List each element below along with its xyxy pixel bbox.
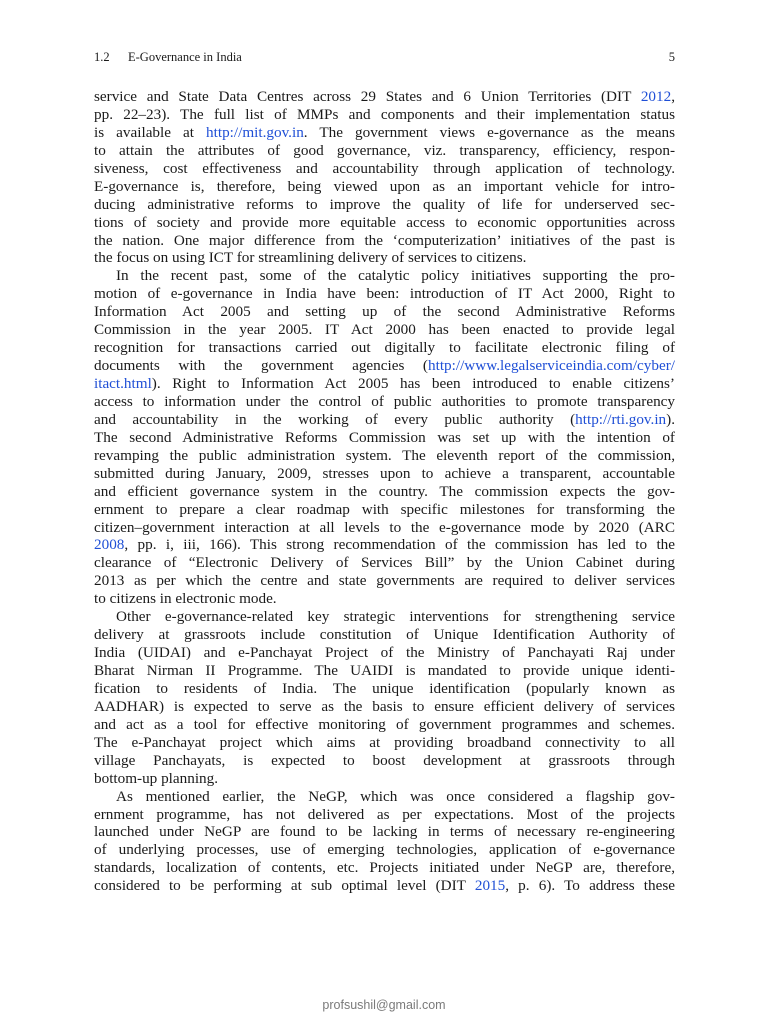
body-text [94, 88, 675, 895]
text-span: , pp. i, iii, 166). This strong recommendation of the commission has led to the [124, 536, 675, 554]
text-line: recognition for transactions carried out digitally to facilitate electronic filing of [94, 339, 675, 357]
text-line: delivery at grassroots include constitution of Unique Identification Authority of [94, 626, 675, 644]
text-line: to attain the attributes of good governance, viz. transparency, efficiency, respon- [94, 141, 675, 159]
text-span: documents with the government agencies ( [94, 357, 428, 375]
paragraph-2 [94, 267, 675, 608]
text-line: clearance of “Electronic Delivery of Services Bill” by the Union Cabinet during [94, 554, 675, 572]
text-line: standards, localization of contents, etc. Projects initiated under NeGP are, therefore, [94, 859, 675, 877]
text-line: ducing administrative reforms to improve the quality of life for underserved sec- [94, 195, 675, 213]
text-line [94, 411, 675, 429]
text-line: E-governance is, therefore, being viewed upon as an important vehicle for intro- [94, 177, 675, 195]
text-line: India (UIDAI) and e-Panchayat Project of the Ministry of Panchayati Raj under [94, 644, 675, 662]
text-line: to citizens in electronic mode. [94, 590, 277, 608]
text-line: Other e-governance-related key strategic interventions for strengthening service [116, 608, 675, 626]
text-line [94, 124, 675, 142]
text-line: and act as a tool for effective monitoring of government programmes and schemes. [94, 715, 675, 733]
text-line: siveness, cost effectiveness and accountability through application of technology. [94, 159, 675, 177]
text-line: tions of society and provide more equitable access to economic opportunities across [94, 213, 675, 231]
section-number: 1.2 [94, 50, 110, 64]
paragraph-4 [94, 788, 675, 896]
text-span: service and State Data Centres across 29 States and 6 Union Territories (DIT [94, 88, 641, 105]
text-line: In the recent past, some of the catalytic policy initiatives supporting the pro- [116, 267, 675, 285]
text-line: and efficient governance system in the country. The commission expects the gov- [94, 482, 675, 500]
paragraph-3 [94, 608, 675, 787]
text-line [94, 88, 675, 106]
text-span: , [671, 88, 675, 105]
text-span: ). Right to Information Act 2005 has been introduced to enable citizens’ [151, 375, 675, 392]
text-span: ). [666, 410, 675, 428]
text-line [94, 877, 675, 895]
text-line: Commission in the year 2005. IT Act 2000 has been enacted to provide legal [94, 321, 675, 339]
text-line: the focus on using ICT for streamlining delivery of services to citizens. [94, 249, 527, 267]
paragraph-1 [94, 88, 675, 267]
text-line: AADHAR) is expected to serve as the basis to ensure efficient delivery of services [94, 697, 675, 715]
text-line: submitted during January, 2009, stresses upon to achieve a transparent, accountable [94, 464, 675, 482]
text-line [94, 536, 675, 554]
text-line: of underlying processes, use of emerging technologies, application of e-governance [94, 841, 675, 859]
text-line: pp. 22–23). The full list of MMPs and components and their implementation status [94, 105, 675, 123]
text-line [94, 375, 675, 393]
citation-link[interactable]: 2015 [474, 877, 506, 895]
text-line: Information Act 2005 and setting up of the second Administrative Reforms [94, 303, 675, 321]
text-span: . The government views e-governance as the means [303, 123, 676, 141]
text-line: 2013 as per which the centre and state governments are required to deliver services [94, 572, 675, 590]
text-line: motion of e-governance in India have been: introduction of IT Act 2000, Right to [94, 285, 675, 303]
text-line: ernment programme, has not delivered as per expectations. Most of the projects [94, 805, 675, 823]
text-line: bottom-up planning. [94, 769, 219, 787]
text-line: revamping the public administration system. The eleventh report of the commission, [94, 446, 675, 464]
text-span: and accountability in the working of every public authority ( [94, 410, 576, 428]
text-line: The second Administrative Reforms Commission was set up with the intention of [94, 428, 675, 446]
text-line: access to information under the control of public authorities to promote transparency [94, 392, 675, 410]
section-title: E-Governance in India [128, 50, 242, 64]
text-span: is available at [94, 123, 207, 141]
text-line: the nation. One major difference from the ‘computerization’ initiatives of the past is [94, 231, 675, 249]
url-link[interactable]: http://www.legalserviceindia.com/cyber/ [428, 357, 675, 375]
text-line: As mentioned earlier, the NeGP, which was once considered a flagship gov- [116, 787, 675, 805]
url-link[interactable]: itact.html [94, 375, 152, 392]
text-line: citizen–government interaction at all levels to the e-governance mode by 2020 (ARC [94, 518, 675, 536]
text-span: considered to be performing at sub optimal level (DIT [94, 877, 475, 895]
text-line: village Panchayats, is expected to boost development at grassroots through [94, 751, 675, 769]
citation-link[interactable]: 2008 [94, 536, 125, 554]
text-line: launched under NeGP are found to be lacking in terms of necessary re-engineering [94, 823, 675, 841]
page-number: 5 [668, 50, 675, 64]
url-link[interactable]: http://rti.gov.in [575, 410, 667, 428]
text-span: , p. 6). To address these [505, 877, 675, 895]
url-link[interactable]: http://mit.gov.in [206, 123, 304, 141]
text-line: ernment to prepare a clear roadmap with specific milestones for transforming the [94, 500, 675, 518]
text-line: fication to residents of India. The unique identification (popularly known as [94, 679, 675, 697]
text-line: Bharat Nirman II Programme. The UAIDI is mandated to provide unique identi- [94, 662, 675, 679]
citation-link[interactable]: 2012 [640, 88, 672, 105]
footer-watermark: profsushil@gmail.com [322, 998, 446, 1012]
text-line: The e-Panchayat project which aims at providing broadband connectivity to all [94, 733, 675, 751]
text-line [94, 357, 675, 375]
